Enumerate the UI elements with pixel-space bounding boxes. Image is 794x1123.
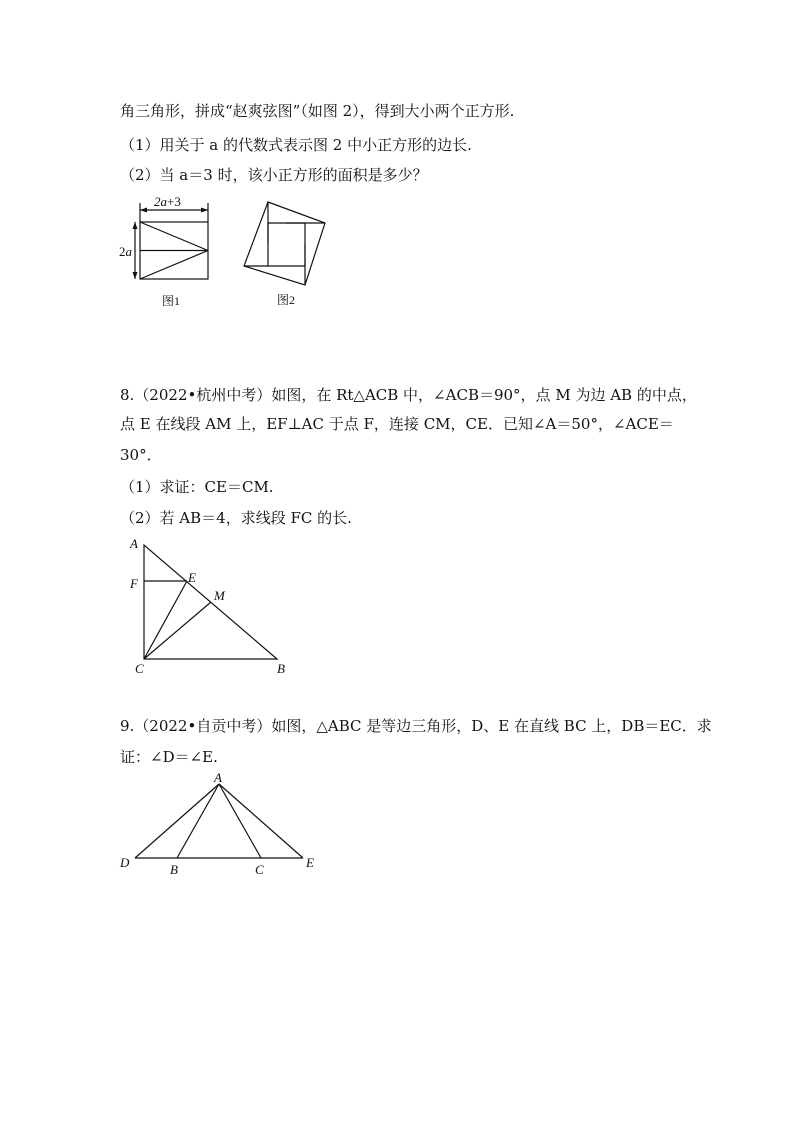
segment-ac xyxy=(219,784,261,858)
segment-cm xyxy=(144,602,211,659)
label-c: C xyxy=(255,862,264,877)
problem7-line1: 角三角形，拼成“赵爽弦图”（如图 2），得到大小两个正方形. xyxy=(120,102,515,120)
fig1-diagonal-bottom xyxy=(140,251,208,280)
fig1-height-label: 2a xyxy=(119,244,132,259)
segment-ab xyxy=(177,784,219,858)
label-f: F xyxy=(130,576,138,591)
label-d: D xyxy=(120,855,130,870)
problem7-question2: （2）当 a＝3 时，该小正方形的面积是多少？ xyxy=(120,166,428,184)
label-m: M xyxy=(214,588,225,603)
label-e: E xyxy=(188,570,196,585)
problem9-line2: 证：∠D＝∠E. xyxy=(120,748,218,766)
fig1-caption: 图1 xyxy=(162,294,181,308)
segment-ce xyxy=(144,581,187,659)
label-b: B xyxy=(170,862,178,877)
figure-2 xyxy=(240,195,340,315)
problem9-line1: 9.（2022•自贡中考）如图，△ABC 是等边三角形，D、E 在直线 BC 上，DB＝EC．求 xyxy=(120,717,712,735)
segment-ae xyxy=(219,784,303,858)
fig2-outer-square xyxy=(244,202,325,285)
label-a: A xyxy=(214,770,222,785)
figure-1 xyxy=(115,195,225,315)
problem8-line1: 8.（2022•杭州中考）如图，在 Rt△ACB 中，∠ACB＝90°，点 M 为边 AB 的中点， xyxy=(120,386,697,404)
fig1-diagonal-top xyxy=(140,222,208,251)
fig1-height-arrow-bottom xyxy=(133,272,138,279)
fig2-caption: 图2 xyxy=(277,293,296,307)
label-b: B xyxy=(277,661,285,676)
label-c: C xyxy=(135,661,144,676)
fig1-width-arrow-right xyxy=(201,208,208,213)
fig1-width-label: 2a+3 xyxy=(154,194,181,209)
segment-ad xyxy=(135,784,219,858)
problem8-figure xyxy=(120,532,300,682)
problem9-figure xyxy=(115,770,325,880)
fig1-height-arrow-top xyxy=(133,222,138,229)
fig1-width-arrow-left xyxy=(140,208,147,213)
problem8-line2: 点 E 在线段 AM 上，EF⊥AC 于点 F，连接 CM，CE．已知∠A＝50°，∠ACE＝ xyxy=(120,415,674,433)
label-e: E xyxy=(306,855,314,870)
problem7-question1: （1）用关于 a 的代数式表示图 2 中小正方形的边长. xyxy=(120,136,472,154)
problem8-question2: （2）若 AB＝4，求线段 FC 的长. xyxy=(120,509,352,527)
problem8-line3: 30°． xyxy=(120,446,162,464)
problem8-question1: （1）求证：CE＝CM. xyxy=(120,478,274,496)
label-a: A xyxy=(130,536,138,551)
